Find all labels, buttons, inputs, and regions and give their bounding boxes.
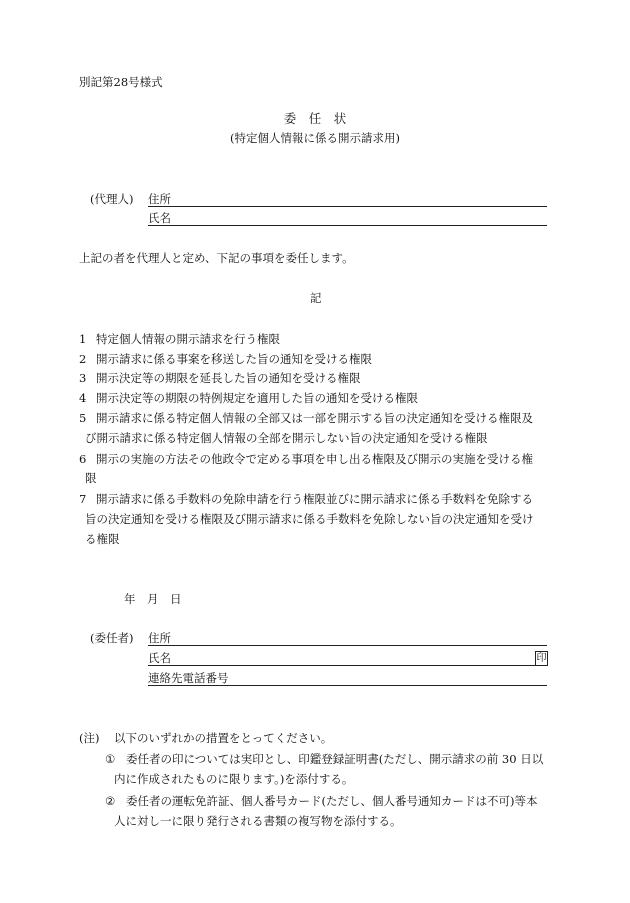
agent-name-label: 氏名 xyxy=(148,211,171,225)
document-title: 委 任 状 xyxy=(283,111,347,126)
note-item-1-line-1: 委任者の印については実印とし、印鑑登録証明書(ただし、開示請求の前 30 日以 xyxy=(126,752,544,766)
form-number: 別記第28号様式 xyxy=(79,75,163,89)
item-3-number: 3 xyxy=(79,371,87,385)
principal-label: (委任者) xyxy=(90,631,134,645)
item-5-line-2: び開示請求に係る特定個人情報の全部を開示しない旨の決定通知を受ける権限 xyxy=(85,431,488,445)
principal-name-label: 氏名 xyxy=(148,651,171,665)
item-7-line-2: 旨の決定通知を受ける権限及び開示請求に係る手数料を免除しない旨の決定通知を受け xyxy=(85,512,534,526)
item-7-line-1: 開示請求に係る手数料の免除申請を行う権限並びに開示請求に係る手数料を免除する xyxy=(96,492,533,506)
principal-name-line[interactable] xyxy=(148,665,547,666)
note-item-2-line-2: 人に対し一に限り発行される書類の複写物を添付する。 xyxy=(114,814,402,828)
item-2-line-1: 開示請求に係る事案を移送した旨の通知を受ける権限 xyxy=(96,352,372,366)
item-7-number: 7 xyxy=(79,492,87,506)
item-5-number: 5 xyxy=(79,411,87,425)
item-6-number: 6 xyxy=(79,452,87,466)
item-7-line-3: る権限 xyxy=(85,532,120,546)
item-1-number: 1 xyxy=(79,332,87,346)
item-4-number: 4 xyxy=(79,391,87,405)
ki-heading: 記 xyxy=(310,291,322,305)
item-4-line-1: 開示決定等の期限の特例規定を適用した旨の通知を受ける権限 xyxy=(96,391,418,405)
agent-label: (代理人) xyxy=(90,192,134,206)
item-6-line-1: 開示の実施の方法その他政令で定める事項を申し出る権限及び開示の実施を受ける権 xyxy=(96,452,533,466)
note-intro: 以下のいずれかの措置をとってください。 xyxy=(114,731,333,745)
item-5-line-1: 開示請求に係る特定個人情報の全部又は一部を開示する旨の決定通知を受ける権限及 xyxy=(96,411,533,425)
document-subtitle: (特定個人情報に係る開示請求用) xyxy=(230,131,400,145)
principal-phone-line[interactable] xyxy=(148,685,547,686)
agent-address-line[interactable] xyxy=(148,206,547,207)
agent-name-line[interactable] xyxy=(148,225,547,226)
date-line[interactable]: 年 月 日 xyxy=(124,592,182,606)
note-item-1-marker: ① xyxy=(105,752,116,766)
note-item-1-line-2: 内に作成されたものに限ります。)を添付する。 xyxy=(114,772,354,786)
item-2-number: 2 xyxy=(79,352,87,366)
delegation-statement: 上記の者を代理人と定め、下記の事項を委任します。 xyxy=(79,251,354,265)
note-item-2-line-1: 委任者の運転免許証、個人番号カード(ただし、個人番号通知カードは不可)等本 xyxy=(126,794,538,808)
item-1-line-1: 特定個人情報の開示請求を行う権限 xyxy=(96,332,280,346)
note-label: (注) xyxy=(79,731,100,745)
item-6-line-2: 限 xyxy=(85,471,97,485)
item-3-line-1: 開示決定等の期限を延長した旨の通知を受ける権限 xyxy=(96,371,361,385)
principal-address-label: 住所 xyxy=(148,631,171,645)
seal-mark: 印 xyxy=(536,653,547,664)
principal-address-line[interactable] xyxy=(148,645,547,646)
note-item-2-marker: ② xyxy=(105,794,116,808)
principal-phone-label: 連絡先電話番号 xyxy=(148,671,229,685)
agent-address-label: 住所 xyxy=(148,192,171,206)
